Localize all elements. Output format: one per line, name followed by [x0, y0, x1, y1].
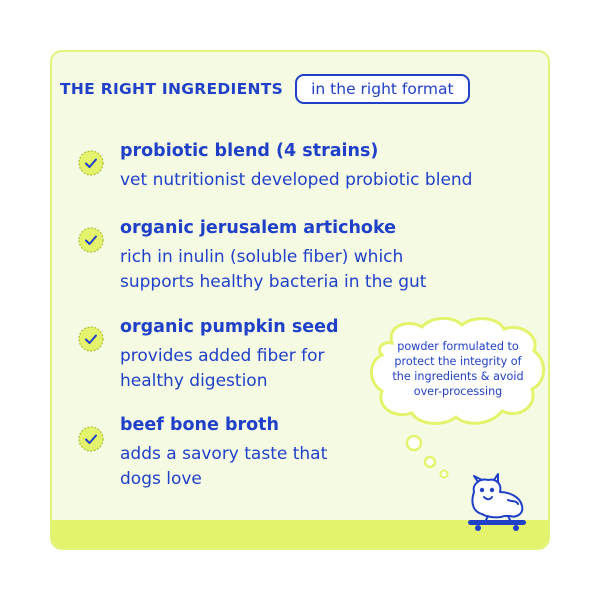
header: [60, 74, 470, 104]
check-badge-icon: [78, 150, 104, 176]
bubble-text: [370, 339, 546, 399]
skateboarding-dog-icon: [460, 470, 532, 532]
check-badge-icon: [78, 326, 104, 352]
ingredient-title: probiotic blend (4 strains): [120, 141, 379, 161]
ingredients-card: [50, 50, 550, 550]
ingredient-title: organic pumpkin seed: [120, 317, 339, 337]
bubble-line: powder formulated to: [397, 340, 519, 353]
ingredient-title: organic jerusalem artichoke: [120, 218, 396, 238]
header-title: THE RIGHT INGREDIENTS: [60, 80, 284, 98]
ingredient-desc: supports healthy bacteria in the gut: [120, 272, 427, 292]
ingredient-desc: healthy digestion: [120, 371, 268, 391]
ingredient-title: beef bone broth: [120, 415, 279, 435]
bubble-line: over-processing: [413, 385, 503, 398]
bubble-line: the ingredients & avoid: [392, 370, 524, 383]
ingredient-desc: dogs love: [120, 469, 202, 489]
thought-bubble: [370, 317, 546, 427]
ingredient-desc: rich in inulin (soluble fiber) which: [120, 247, 404, 267]
check-badge-icon: [78, 426, 104, 452]
ingredient-desc: vet nutritionist developed probiotic blend: [120, 170, 473, 190]
bubble-line: protect the integrity of: [394, 355, 522, 368]
ingredient-desc: provides added fiber for: [120, 346, 325, 366]
ingredient-desc: adds a savory taste that: [120, 444, 328, 464]
check-badge-icon: [78, 227, 104, 253]
header-pill: in the right format: [295, 74, 469, 104]
